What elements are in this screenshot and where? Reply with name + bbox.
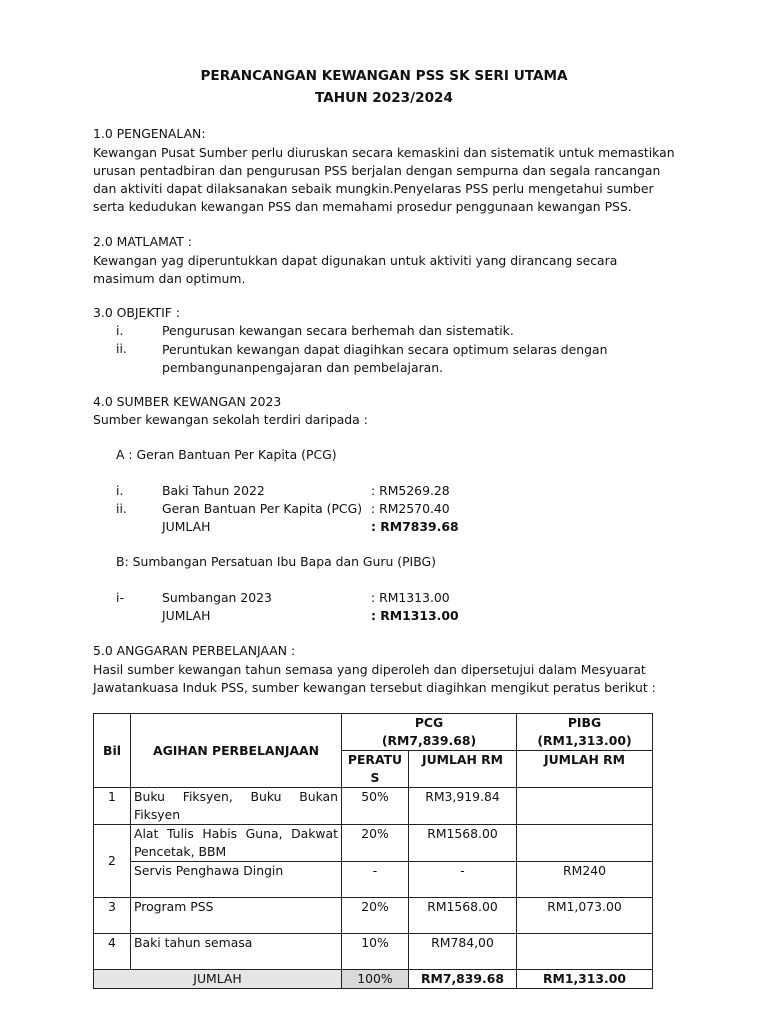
table-total-row	[94, 970, 653, 989]
source-a-total-label: JUMLAH	[162, 519, 211, 534]
objective-text	[162, 341, 674, 377]
section-2-line: Kewangan yag diperuntukkan dapat digunakan untuk aktiviti yang dirancang secara	[93, 253, 618, 268]
objective-line: Peruntukan kewangan dapat diagihkan secara optimum selaras dengan	[162, 342, 608, 357]
row-peratus: -	[342, 862, 409, 898]
source-a-value: : RM2570.40	[371, 501, 450, 516]
section-3-heading: 3.0 OBJEKTIF :	[93, 305, 181, 320]
total-peratus: 100%	[342, 970, 409, 989]
row-item: Program PSS	[131, 898, 342, 934]
source-b-label: Sumbangan 2023	[162, 590, 272, 605]
source-b-heading: B: Sumbangan Persatuan Ibu Bapa dan Guru (PIBG)	[116, 554, 436, 569]
header-pibg-amount: (RM1,313.00)	[537, 733, 632, 748]
row-pibg-amount	[517, 788, 653, 825]
section-1-line: dan aktiviti dapat dilaksanakan sebaik mungkin.Penyelaras PSS perlu mengetahui sumber	[93, 181, 654, 196]
source-a-label: Geran Bantuan Per Kapita (PCG)	[162, 501, 363, 516]
source-a-num: ii.	[116, 501, 127, 516]
source-a-total-value: : RM7839.68	[371, 519, 459, 534]
table-row	[94, 862, 653, 898]
table-row	[94, 825, 653, 862]
section-5-paragraph	[93, 661, 675, 697]
objective-num: i.	[116, 323, 124, 338]
row-peratus: 50%	[342, 788, 409, 825]
row-item: Baki tahun semasa	[131, 934, 342, 970]
row-pcg-amount: RM1568.00	[409, 898, 517, 934]
row-peratus: 20%	[342, 898, 409, 934]
row-item: Alat Tulis Habis Guna, Dakwat Pencetak, BBM	[131, 825, 342, 862]
header-bil: Bil	[94, 714, 131, 788]
section-2-paragraph	[93, 252, 675, 288]
header-peratus: PERATU S	[342, 751, 409, 788]
document-title: PERANCANGAN KEWANGAN PSS SK SERI UTAMA	[200, 68, 568, 84]
row-bil: 1	[94, 788, 131, 825]
objective-text: Pengurusan kewangan secara berhemah dan sistematik.	[162, 323, 514, 338]
source-a-heading: A : Geran Bantuan Per Kapita (PCG)	[116, 447, 337, 462]
header-pibg	[517, 714, 653, 751]
row-pcg-amount: -	[409, 862, 517, 898]
row-pibg-amount	[517, 825, 653, 862]
header-pcg	[342, 714, 517, 751]
table-row	[94, 898, 653, 934]
objective-num: ii.	[116, 341, 127, 356]
row-peratus: 20%	[342, 825, 409, 862]
section-1-line: Kewangan Pusat Sumber perlu diuruskan secara kemaskini dan sistematik untuk memastikan	[93, 145, 675, 160]
source-a-num: i.	[116, 483, 124, 498]
row-bil: 3	[94, 898, 131, 934]
header-pcg-label: PCG	[414, 715, 444, 730]
table-row	[94, 788, 653, 825]
source-b-value: : RM1313.00	[371, 590, 450, 605]
section-4-heading: 4.0 SUMBER KEWANGAN 2023	[93, 394, 282, 409]
source-b-total-value: : RM1313.00	[371, 608, 459, 623]
total-label: JUMLAH	[94, 970, 342, 989]
source-b-num: i-	[116, 590, 124, 605]
objective-line: pembangunanpengajaran dan pembelajaran.	[162, 360, 444, 375]
document-year: TAHUN 2023/2024	[315, 90, 453, 106]
section-5-line: Hasil sumber kewangan tahun semasa yang diperoleh dan dipersetujui dalam Mesyuarat	[93, 662, 646, 677]
row-peratus: 10%	[342, 934, 409, 970]
source-b-total-label: JUMLAH	[162, 608, 211, 623]
section-1-line: urusan pentadbiran dan pengurusan PSS berjalan dengan sempurna dan segala rancangan	[93, 163, 661, 178]
section-1-paragraph	[93, 144, 675, 216]
header-jumlah-pibg: JUMLAH RM	[517, 751, 653, 788]
total-pcg: RM7,839.68	[409, 970, 517, 989]
row-bil: 4	[94, 934, 131, 970]
header-jumlah-pcg: JUMLAH RM	[409, 751, 517, 788]
header-pcg-amount: (RM7,839.68)	[381, 733, 477, 748]
row-pibg-amount: RM240	[517, 862, 653, 898]
section-1-line: serta kedudukan kewangan PSS dan memahami prosedur penggunaan kewangan PSS.	[93, 199, 632, 214]
section-5-heading: 5.0 ANGGARAN PERBELANJAAN :	[93, 643, 296, 658]
row-pcg-amount: RM3,919.84	[409, 788, 517, 825]
budget-table	[93, 713, 653, 989]
section-1-heading: 1.0 PENGENALAN:	[93, 126, 206, 141]
row-pibg-amount	[517, 934, 653, 970]
source-a-label: Baki Tahun 2022	[162, 483, 265, 498]
row-item: Servis Penghawa Dingin	[131, 862, 342, 898]
row-pibg-amount: RM1,073.00	[517, 898, 653, 934]
section-4-intro: Sumber kewangan sekolah terdiri daripada :	[93, 412, 368, 427]
row-item: Buku Fiksyen, Buku Bukan Fiksyen	[131, 788, 342, 825]
row-bil: 2	[94, 825, 131, 898]
table-row	[94, 934, 653, 970]
header-pibg-label: PIBG	[567, 715, 602, 730]
total-pibg: RM1,313.00	[517, 970, 653, 989]
section-2-line: masimum dan optimum.	[93, 271, 246, 286]
row-pcg-amount: RM1568.00	[409, 825, 517, 862]
source-a-value: : RM5269.28	[371, 483, 450, 498]
section-5-line: Jawatankuasa Induk PSS, sumber kewangan tersebut diagihkan mengikut peratus berikut :	[93, 680, 656, 695]
row-pcg-amount: RM784,00	[409, 934, 517, 970]
header-agihan: AGIHAN PERBELANJAAN	[131, 714, 342, 788]
section-2-heading: 2.0 MATLAMAT :	[93, 234, 192, 249]
